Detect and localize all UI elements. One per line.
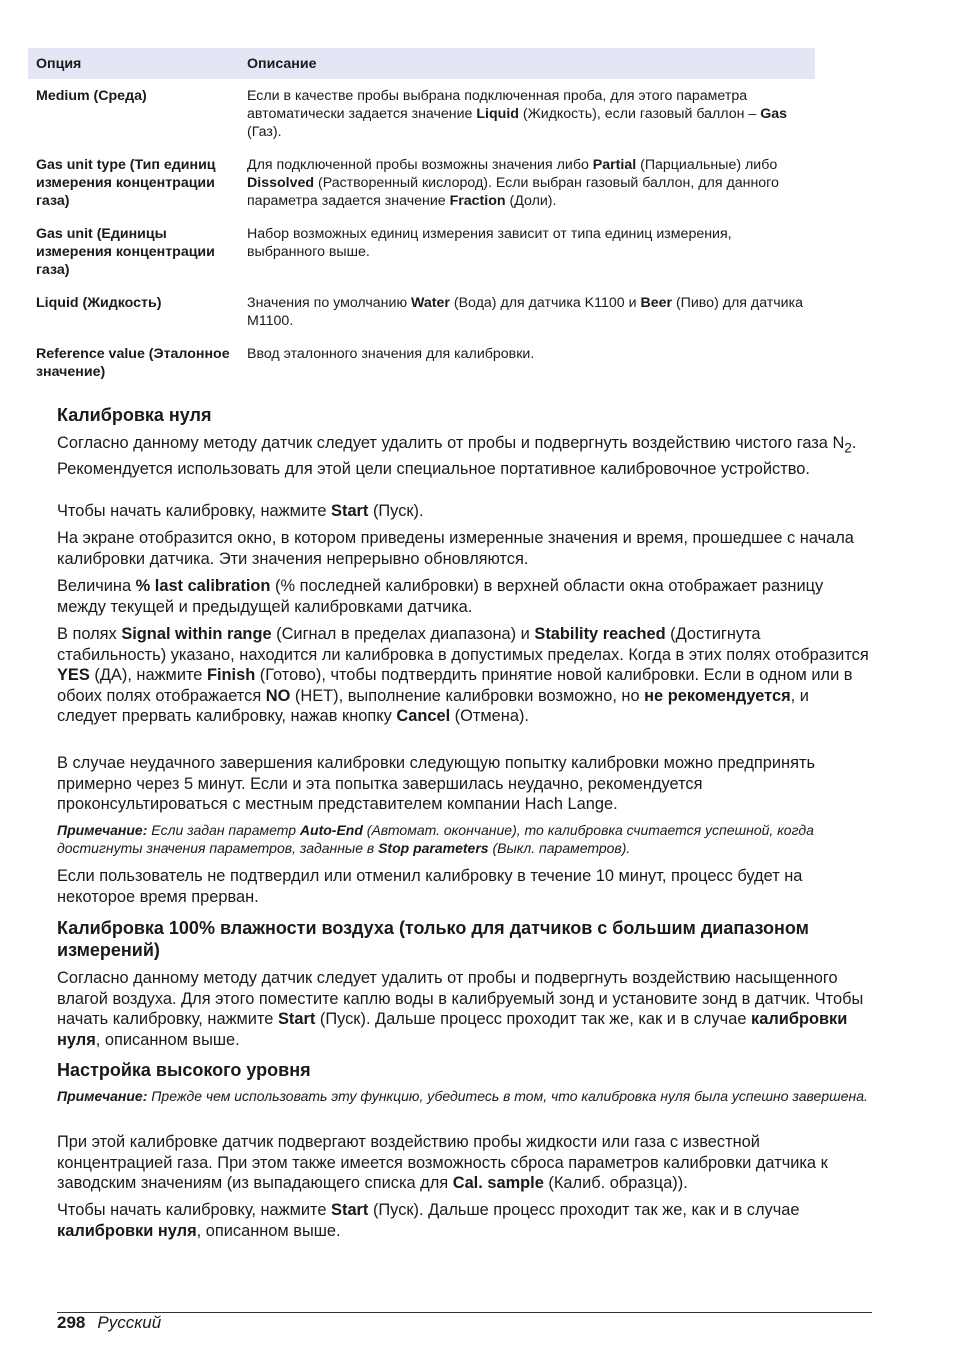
table-row [28,219,815,288]
zero-note: Примечание: Если задан параметр Auto-End (Автомат. окончание), то калибровка считается успешной, когда достигнуты значения параметров, заданные в Stop parameters (Выкл. параметров). [57,822,814,856]
zero-paragraph-4: Величина % last calibration (% последней калибровки) в верхней области окна отображает разницу между текущей и предыдущей калибровками датчика. [57,577,824,616]
option-cell: Gas unit (Единицы измерения концентрации газа) [36,226,215,278]
table-row [28,288,815,339]
air-paragraph-1: Согласно данному методу датчик следует удалить от пробы и подвергнуть воздействию насыщенного влагой воздуха. Для этого поместите каплю воды в калибруемый зонд и установите зонд в датчик. Чтобы начать калибровку, нажмите Start (Пуск). Дальше процесс проходит так же, как и в случае калибровки нуля, описанном выше. [57,969,864,1049]
zero-paragraph-2: Чтобы начать калибровку, нажмите Start (Пуск). [57,502,424,520]
description-cell: Ввод эталонного значения для калибровки. [247,346,535,362]
zero-paragraph-5: В полях Signal within range (Сигнал в пределах диапазона) и Stability reached (Достигнута стабильность) указано, находится ли калибровка в допустимых пределах. Когда в этих полях отобразится YES (ДА), нажмите Finish (Готово), чтобы подтвердить принятие новой калибровки. Если в одном или в обоих полях отображается NO (НЕТ), выполнение калибровки возможно, но не рекомендуется, и следует прервать калибровку, нажав кнопку Cancel (Отмена). [57,625,869,725]
zero-calibration-heading: Калибровка нуля [57,405,212,425]
footer-language: Русский [97,1313,162,1332]
table-header-row [28,48,815,79]
option-cell: Gas unit type (Тип единиц измерения концентрации газа) [36,157,216,209]
option-cell: Medium (Среда) [36,88,147,104]
option-cell: Reference value (Эталонное значение) [36,346,230,380]
zero-paragraph-6: В случае неудачного завершения калибровки следующую попытку калибровки можно предпринять примерно через 5 минут. Если и эта попытка завершилась неудачно, рекомендуется проконсультироваться с местным представителем компании Hach Lange. [57,754,816,813]
zero-paragraph-1: Согласно данному методу датчик следует удалить от пробы и подвергнуть воздействию чистого газа $N_2$. Рекомендуется использовать для этой цели специальное портативное калибровочное устройство. [57,434,857,478]
high-paragraph-2: Чтобы начать калибровку, нажмите Start (Пуск). Дальше процесс проходит так же, как и в случае калибровки нуля, описанном выше. [57,1201,800,1240]
description-cell: Значения по умолчанию Water (Вода) для датчика K1100 и Beer (Пиво) для датчика M1100. [247,295,804,329]
table-row [28,79,815,150]
header-description: Описание [239,48,815,79]
option-cell: Liquid (Жидкость) [36,295,162,311]
page-number: 298 [57,1313,86,1332]
high-paragraph-1: При этой калибровке датчик подвергают воздействию пробы жидкости или газа с известной концентрацией газа. При этом также имеется возможность сброса параметров калибровки датчика к заводским значениям (из выпадающего списка для Cal. sample (Калиб. образца)). [57,1133,828,1192]
zero-paragraph-7: Если пользователь не подтвердил или отменил калибровку в течение 10 минут, процесс будет на некоторое время прерван. [57,867,803,906]
footer-divider [57,1312,872,1313]
high-note: Примечание: Прежде чем использовать эту функцию, убедитесь в том, что калибровка нуля была успешно завершена. [57,1088,868,1104]
table-row [28,339,815,390]
description-cell: Для подключенной пробы возможны значения либо Partial (Парциальные) либо Dissolved (Растворенный кислород). Если выбран газовый баллон, для данного параметра задается значение Fraction (Доли). [247,157,779,209]
high-level-heading: Настройка высокого уровня [57,1060,311,1080]
zero-paragraph-3: На экране отобразится окно, в котором приведены измеренные значения и время, прошедшее с начала калибровки датчика. Эти значения непрерывно обновляются. [57,529,854,568]
options-table [28,48,815,390]
description-cell: Если в качестве пробы выбрана подключенная проба, для этого параметра автоматически задается значение Liquid (Жидкость), если газовый баллон – Gas (Газ). [247,88,788,140]
header-option: Опция [28,48,239,79]
description-cell: Набор возможных единиц измерения зависит от типа единиц измерения, выбранного выше. [247,226,732,260]
footer [57,1313,161,1333]
table-row [28,150,815,219]
air-calibration-heading: Калибровка 100% влажности воздуха (только для датчиков с большим диапазоном измерений) [57,918,809,960]
